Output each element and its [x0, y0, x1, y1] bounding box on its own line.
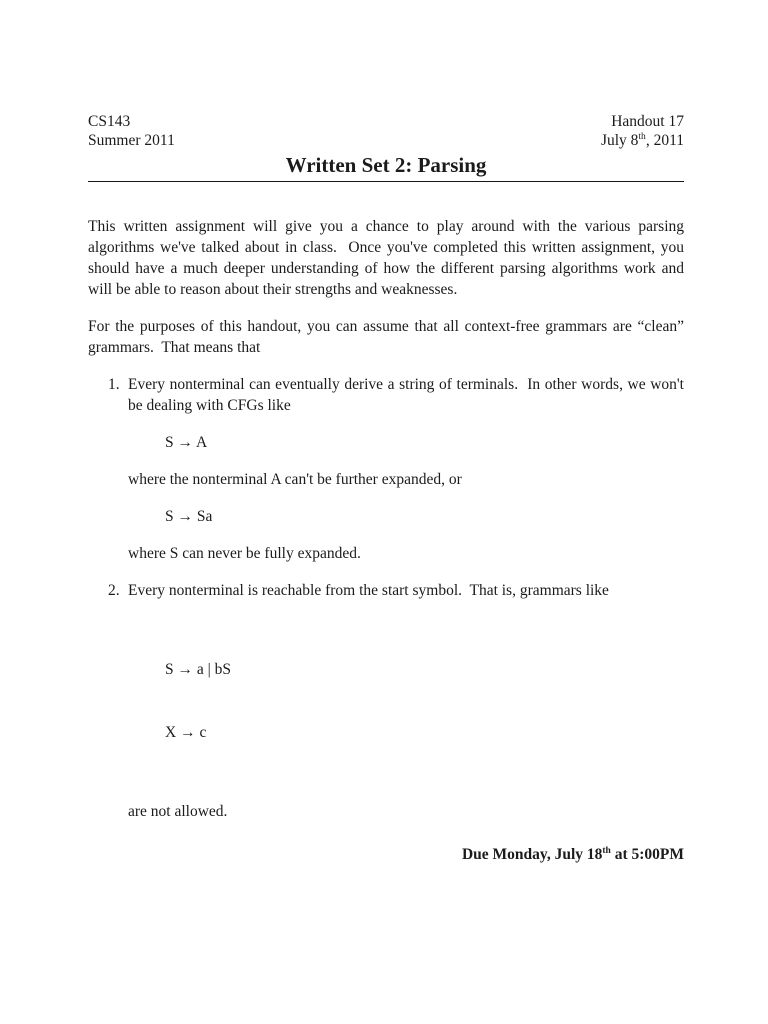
- course-code: CS143: [88, 113, 131, 130]
- due-date-superscript: th: [602, 845, 611, 856]
- grammar-production-s-to-a-or-bs: S → a | bS: [165, 661, 231, 678]
- header-left: [88, 112, 175, 150]
- grammar-production-s-to-a: S → A: [165, 434, 208, 451]
- list-item-2-end: are not allowed.: [128, 803, 228, 820]
- assumption-paragraph: For the purposes of this handout, you can assume that all context-free grammars are “clean” grammars. That means that: [88, 318, 688, 356]
- list-item-1-lead: Every nonterminal can eventually derive a string of terminals. In other words, we won't be dealing with CFGs like: [128, 376, 688, 414]
- handout-date-prefix: July 8: [600, 132, 639, 149]
- handout-number: Handout 17: [611, 113, 684, 130]
- list-item-1-middle: where the nonterminal A can't be further expanded, or: [128, 471, 462, 488]
- grammar-production-block: [165, 617, 684, 785]
- list-item-1-body: [128, 374, 688, 564]
- list-item-2: [88, 580, 684, 822]
- handout-date: [601, 131, 684, 150]
- course-term: Summer 2011: [88, 132, 175, 149]
- due-date-prefix: Due Monday, July 18: [461, 846, 603, 863]
- title-rule: [88, 181, 684, 182]
- header-right: [601, 112, 684, 150]
- page-title: Written Set 2: Parsing: [285, 153, 487, 177]
- list-item-2-body: [128, 580, 684, 822]
- due-date: [88, 844, 684, 865]
- grammar-production-s-to-sa: S → Sa: [165, 508, 213, 525]
- handout-date-suffix: , 2011: [645, 132, 684, 149]
- list-item-2-lead: Every nonterminal is reachable from the start symbol. That is, grammars like: [128, 582, 609, 599]
- document-header: [88, 112, 684, 150]
- handout-date-superscript: th: [638, 131, 646, 142]
- list-item-2-number: 2.: [108, 582, 120, 599]
- intro-paragraph: This written assignment will give you a chance to play around with the various parsing algorithms we've talked about in class. Once you've completed this written assignment, you should have a much deeper understanding of how the different parsing algorithms work and will be able to reason about their strengths and weaknesses.: [88, 218, 688, 298]
- due-date-suffix: at 5:00PM: [610, 846, 684, 863]
- list-item-1: [88, 374, 688, 564]
- grammar-production-x-to-c: X → c: [165, 724, 207, 741]
- list-item-1-number: 1.: [108, 376, 120, 393]
- list-item-1-end: where S can never be fully expanded.: [128, 545, 361, 562]
